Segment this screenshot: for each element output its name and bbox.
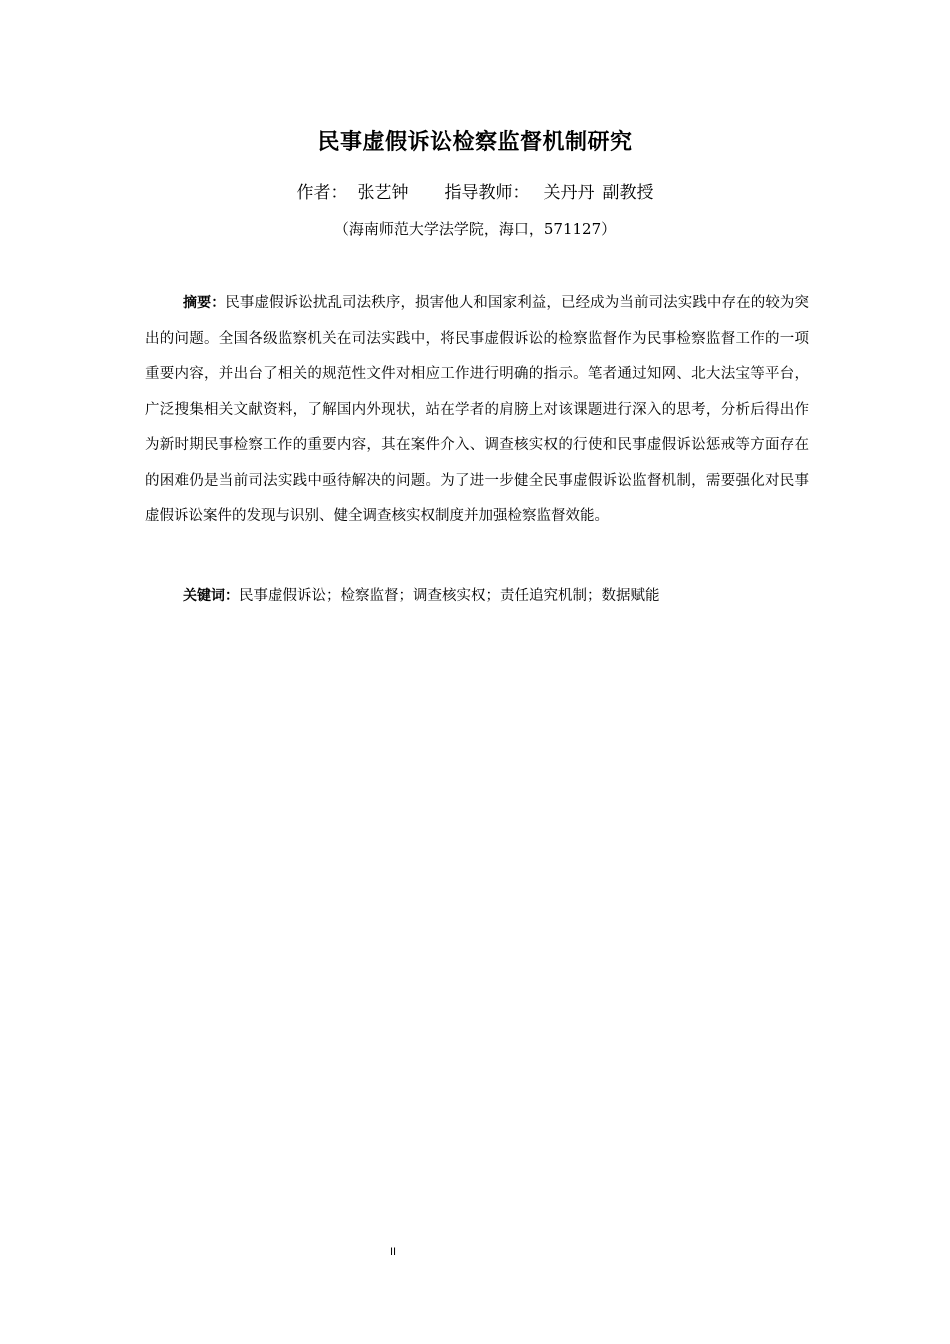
author-label: 作者：: [296, 183, 348, 203]
keywords-label: 关键词：: [183, 588, 239, 604]
keywords-paragraph: [145, 580, 809, 612]
abstract-label: 摘要：: [183, 295, 226, 311]
page-title: 民事虚假诉讼检察监督机制研究: [317, 130, 633, 155]
advisor-name: 关丹丹: [543, 183, 595, 203]
page-number: II: [389, 1246, 397, 1258]
affiliation: （海南师范大学法学院，海口，571127）: [333, 220, 617, 238]
advisor-label: 指导教师：: [444, 183, 530, 203]
advisor-title: 副教授: [602, 183, 654, 203]
author-name: 张艺钟: [357, 183, 409, 203]
keywords-text: 民事虚假诉讼；检察监督；调查核实权；责任追究机制；数据赋能: [239, 588, 660, 604]
author-line: [0, 180, 950, 206]
abstract-text: 民事虚假诉讼扰乱司法秩序，损害他人和国家利益，已经成为当前司法实践中存在的较为突出的问题。全国各级监察机关在司法实践中，将民事虚假诉讼的检察监督作为民事检察监督工作的一项重要内容，并出台了相关的规范性文件对相应工作进行明确的指示。笔者通过知网、北大法宝等平台，广泛搜集相关文献资料，了解国内外现状，站在学者的肩膀上对该课题进行深入的思考，分析后得出作为新时期民事检察工作的重要内容，其在案件介入、调查核实权的行使和民事虚假诉讼惩戒等方面存在的困难仍是当前司法实践中亟待解决的问题。为了进一步健全民事虚假诉讼监督机制，需要强化对民事虚假诉讼案件的发现与识别、健全调查核实权制度并加强检察监督效能。: [145, 295, 810, 524]
abstract-paragraph: [145, 286, 809, 535]
